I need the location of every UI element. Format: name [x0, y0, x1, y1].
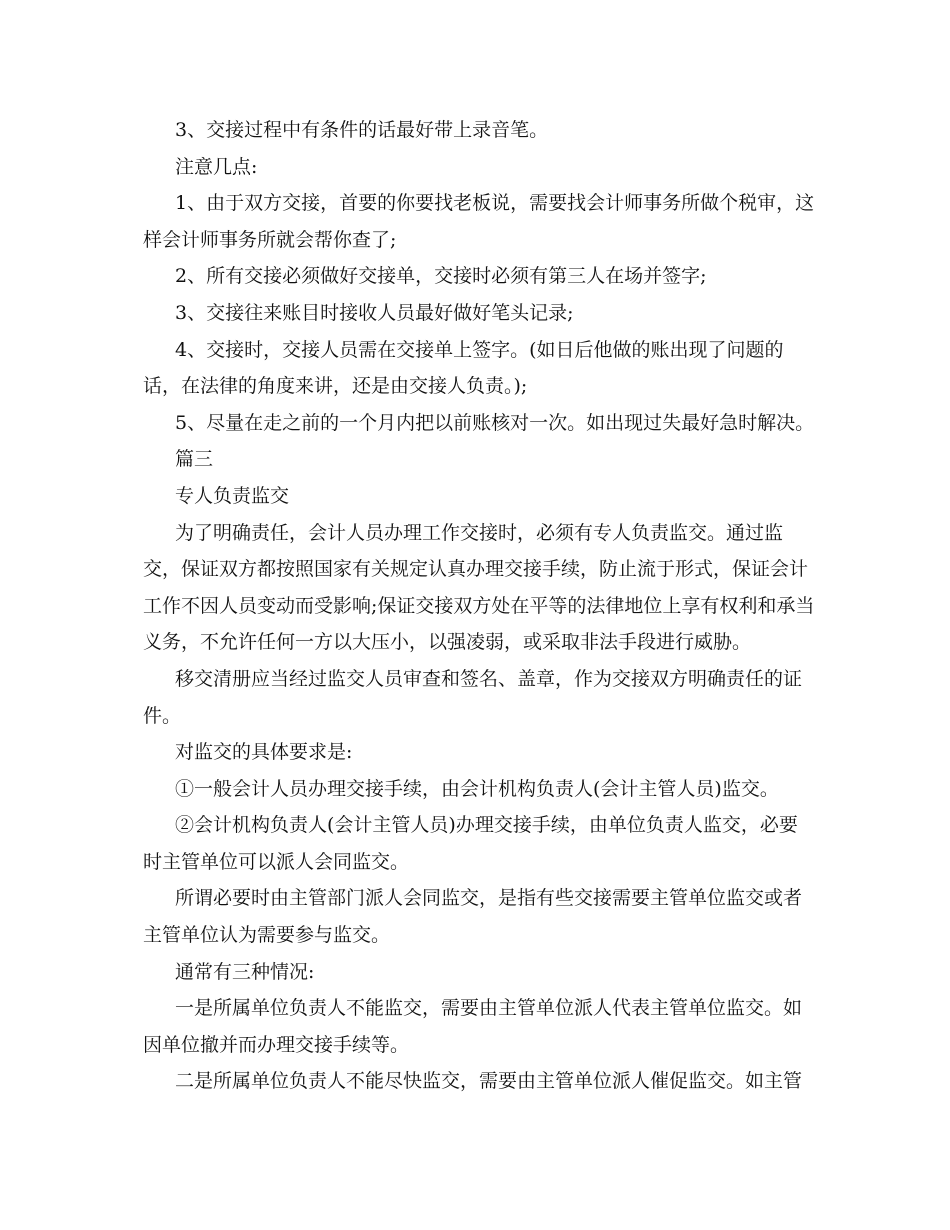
text-line: ①一般会计人员办理交接手续，由会计机构负责人(会计主管人员)监交。	[175, 777, 779, 800]
text-line: 时主管单位可以派人会同监交。	[143, 850, 410, 873]
text-line: 4、交接时，交接人员需在交接单上签字。(如日后他做的账出现了问题的	[175, 338, 784, 361]
text-line: 样会计师事务所就会帮你查了;	[143, 228, 397, 251]
document-body	[143, 112, 813, 1100]
text-line: 话，在法律的角度来讲，还是由交接人负责。);	[143, 375, 528, 398]
text-line: 3、交接过程中有条件的话最好带上录音笔。	[175, 119, 549, 141]
text-line: 1、由于双方交接，首要的你要找老板说，需要找会计师事务所做个税审，这	[175, 192, 815, 215]
text-line: 交，保证双方都按照国家有关规定认真办理交接手续，防止流于形式，保证会计	[143, 558, 809, 581]
paragraph	[143, 807, 813, 880]
text-line: 移交清册应当经过监交人员审查和签名、盖章，作为交接双方明确责任的证	[175, 667, 803, 690]
paragraph	[143, 771, 813, 808]
text-line: 专人负责监交	[175, 484, 290, 507]
text-line: 主管单位认为需要参与监交。	[143, 924, 391, 947]
text-line: 5、尽量在走之前的一个月内把以前账核对一次。如出现过失最好急时解决。	[175, 411, 815, 434]
text-line: 注意几点:	[175, 155, 258, 178]
text-line: 件。	[143, 704, 182, 727]
text-line: 义务，不允许任何一方以大压小，以强凌弱，或采取非法手段进行威胁。	[143, 631, 752, 654]
paragraph	[143, 441, 813, 478]
paragraph	[143, 515, 813, 661]
paragraph	[143, 1063, 813, 1100]
paragraph	[143, 954, 813, 991]
paragraph	[143, 332, 813, 405]
text-line: 一是所属单位负责人不能监交，需要由主管单位派人代表主管单位监交。如	[175, 997, 803, 1020]
paragraph	[143, 258, 813, 295]
text-line: 3、交接往来账目时接收人员最好做好笔头记录;	[175, 301, 574, 324]
paragraph	[143, 661, 813, 734]
paragraph	[143, 149, 813, 186]
paragraph	[143, 880, 813, 953]
paragraph	[143, 295, 813, 332]
text-line: ②会计机构负责人(会计主管人员)办理交接手续，由单位负责人监交，必要	[175, 814, 798, 837]
text-line: 因单位撤并而办理交接手续等。	[143, 1033, 410, 1056]
paragraph	[143, 734, 813, 771]
paragraph	[143, 185, 813, 258]
paragraph	[143, 405, 813, 442]
text-line: 篇三	[175, 448, 214, 471]
text-line: 工作不因人员变动而受影响;保证交接双方处在平等的法律地位上享有权利和承当	[143, 594, 815, 617]
paragraph	[143, 112, 813, 149]
text-line: 2、所有交接必须做好交接单，交接时必须有第三人在场并签字;	[175, 265, 707, 288]
text-line: 为了明确责任，会计人员办理工作交接时，必须有专人负责监交。通过监	[175, 521, 784, 544]
text-line: 通常有三种情况:	[175, 960, 315, 983]
paragraph	[143, 990, 813, 1063]
paragraph	[143, 478, 813, 515]
text-line: 对监交的具体要求是:	[175, 741, 353, 764]
text-line: 二是所属单位负责人不能尽快监交，需要由主管单位派人催促监交。如主管	[175, 1070, 803, 1093]
text-line: 所谓必要时由主管部门派人会同监交，是指有些交接需要主管单位监交或者	[175, 887, 803, 910]
